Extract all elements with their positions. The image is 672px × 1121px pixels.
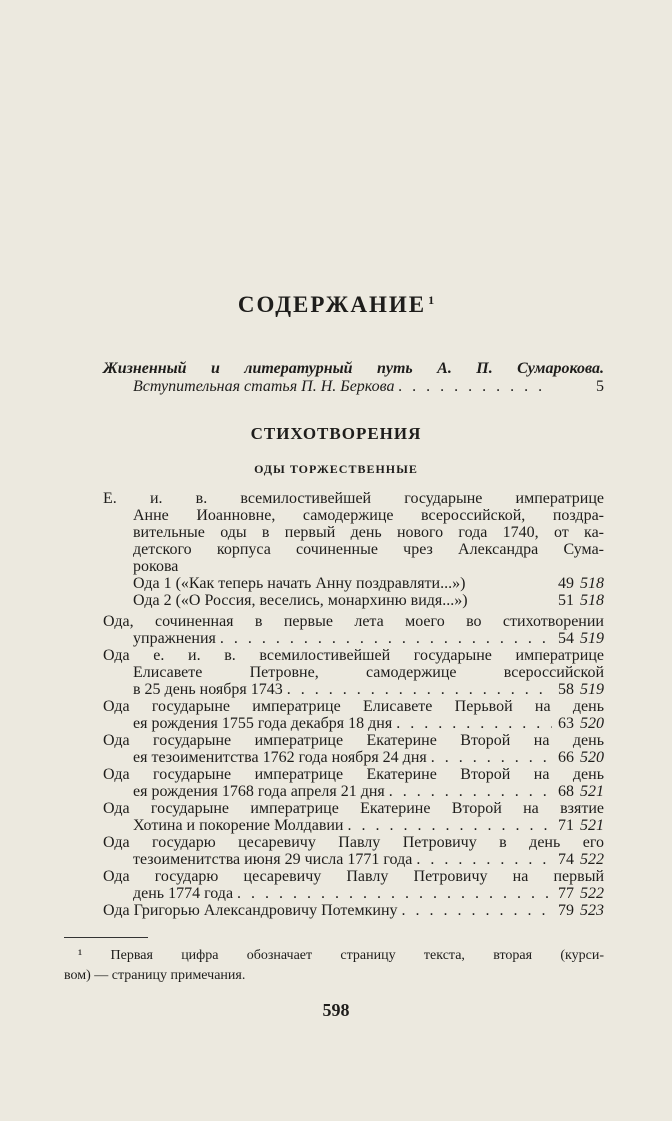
- entry-pages: 66 520: [558, 749, 604, 766]
- leader-dots: [348, 817, 553, 834]
- entry-line: Е. и. в. всемилостивейшей государыне императрице: [103, 490, 604, 507]
- toc-entry: [103, 647, 604, 698]
- entry-line-last: ея рождения 1768 года апреля 21 дня . . . 68 521: [103, 783, 604, 800]
- footnote-line: ¹ Первая цифра обозначает страницу текста, вторая (курси-: [78, 948, 604, 963]
- intro-entry: [103, 360, 604, 396]
- entry-line: детского корпуса сочиненные чрез Александра Сума-: [133, 541, 604, 558]
- footnote: [64, 946, 604, 986]
- note-page: 521: [580, 817, 604, 834]
- toc-entry: [103, 613, 604, 647]
- leader-dots: [416, 851, 552, 868]
- entry-line: Ода государыне императрице Екатерине Второй на день: [103, 766, 604, 783]
- intro-subtitle-line: [103, 378, 604, 396]
- entry-line: Ода е. и. в. всемилостивейшей государыне императрице: [103, 647, 604, 664]
- toc-subentry: [103, 592, 604, 609]
- entry-pages: 68 521: [558, 783, 604, 800]
- subsection-heading: ОДЫ ТОРЖЕСТВЕННЫЕ: [254, 462, 418, 476]
- entry-line-last: ея рождения 1755 года декабря 18 дня . . . 63 520: [103, 715, 604, 732]
- entry-line: Ода государыне императрице Екатерине Второй на взятие: [103, 800, 604, 817]
- toc-entry: [103, 868, 604, 902]
- leader-dots: [431, 749, 552, 766]
- leader-dots: [220, 630, 552, 647]
- toc-entry: [103, 800, 604, 834]
- note-page: 522: [580, 851, 604, 868]
- entry-line-last: Хотина и покорение Молдавии . . . 71 521: [103, 817, 604, 834]
- leader-dots: [402, 902, 552, 919]
- leader-dots: [287, 681, 552, 698]
- entry-pages: 74 522: [558, 851, 604, 868]
- note-page: 518: [580, 575, 604, 592]
- entry-pages: 77 522: [558, 885, 604, 902]
- note-page: 522: [580, 885, 604, 902]
- entry-line: вительные оды в первый день нового года 1740, от ка-: [133, 524, 604, 541]
- intro-title: Жизненный и литературный путь А. П. Сумарокова.: [103, 360, 604, 377]
- toc-entry: [103, 490, 604, 609]
- entry-pages: 51 518: [558, 592, 604, 609]
- toc-entry: [103, 732, 604, 766]
- entry-line: Ода государыне императрице Екатерине Второй на день: [103, 732, 604, 749]
- entry-line-last: ея тезоименитства 1762 года ноября 24 дня . . . 66 520: [103, 749, 604, 766]
- toc-subentry: [103, 575, 604, 592]
- entry-line: Елисавете Петровне, самодержице всероссийской: [133, 664, 604, 681]
- footnote-rule: [64, 937, 148, 938]
- entry-text: Ода 2 («О Россия, веселись, монархиню видя...»): [133, 592, 468, 609]
- entry-pages: 63 520: [558, 715, 604, 732]
- entry-pages: 71 521: [558, 817, 604, 834]
- intro-subtitle: Вступительная статья П. Н. Беркова: [133, 378, 395, 395]
- entry-text: Ода 1 («Как теперь начать Анну поздравляти...»): [133, 575, 466, 592]
- entry-line-last: день 1774 года . . . 77 522: [103, 885, 604, 902]
- entry-pages: 49 518: [558, 575, 604, 592]
- entry-line-last: тезоименитства июня 29 числа 1771 года . . . 74 522: [103, 851, 604, 868]
- note-page: 520: [580, 715, 604, 732]
- toc-entry: [103, 766, 604, 800]
- entry-line: рокова: [133, 558, 179, 575]
- entry-line: Ода государю цесаревичу Павлу Петровичу на первый: [103, 868, 604, 885]
- note-page: 523: [580, 902, 604, 919]
- entry-line-last: Ода Григорью Александровичу Потемкину . . . 79 523: [103, 902, 604, 919]
- entry-pages: 79 523: [558, 902, 604, 919]
- entry-line: Ода, сочиненная в первые лета моего во стихотворении: [103, 613, 604, 630]
- entry-line: Ода государыне императрице Елисавете Перьвой на день: [103, 698, 604, 715]
- note-page: 519: [580, 630, 604, 647]
- entry-line: Анне Иоанновне, самодержице всероссийской, поздра-: [133, 507, 604, 524]
- entry-line-last: в 25 день ноября 1743 . . . 58 519: [103, 681, 604, 698]
- note-page: 521: [580, 783, 604, 800]
- footnote-line: вом) — страницу примечания.: [64, 968, 246, 983]
- intro-page: 5: [596, 378, 604, 395]
- entry-line: Ода государю цесаревичу Павлу Петровичу в день его: [103, 834, 604, 851]
- leader-dots: [389, 783, 552, 800]
- toc-entry: [103, 902, 604, 919]
- toc-entry: [103, 834, 604, 868]
- note-page: 518: [580, 592, 604, 609]
- page-number: 598: [322, 1000, 350, 1020]
- leader-dots: [396, 715, 552, 732]
- section-heading: СТИХОТВОРЕНИЯ: [250, 424, 422, 443]
- note-page: 519: [580, 681, 604, 698]
- entry-pages: 54 519: [558, 630, 604, 647]
- toc-entry: [103, 698, 604, 732]
- entry-pages: 58 519: [558, 681, 604, 698]
- leader-dots: [237, 885, 552, 902]
- page-title: СОДЕРЖАНИЕ $^1$: [237, 292, 435, 317]
- leader-dots: [399, 378, 552, 396]
- footnote-marker: 1: [428, 293, 435, 307]
- note-page: 520: [580, 749, 604, 766]
- entry-line-last: упражнения . . . 54 519: [103, 630, 604, 647]
